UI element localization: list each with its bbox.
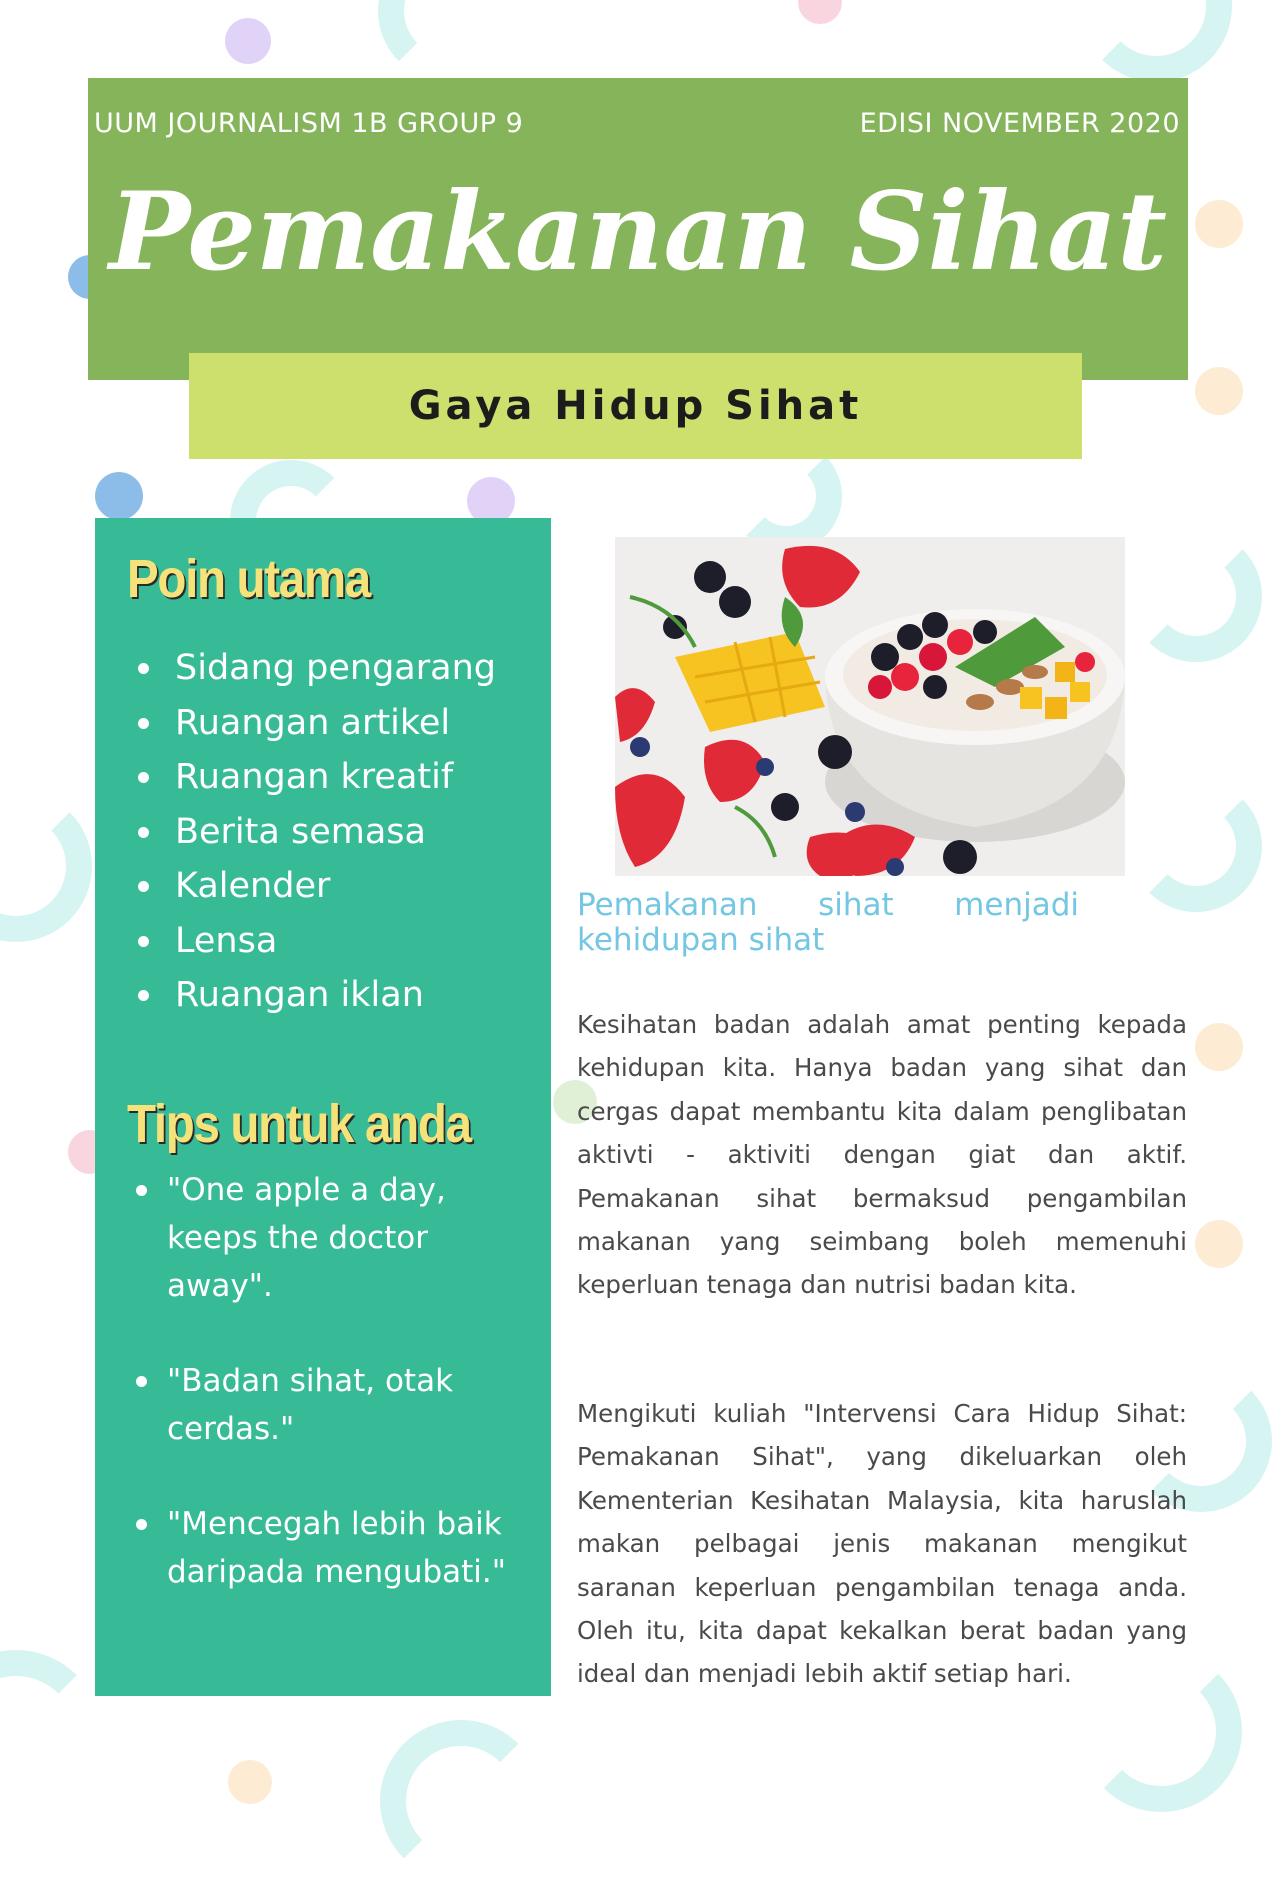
list-item: "Badan sihat, otak cerdas." — [95, 1357, 507, 1453]
list-item: Sidang pengarang — [95, 641, 496, 696]
article-paragraph: Mengikuti kuliah "Intervensi Cara Hidup Sihat: Pemakanan Sihat", yang dikeluarkan oleh Kementerian Kesihatan Malaysia, kita haruslah makan pelbagai jenis makanan mengikut saranan keperluan pengambilan tenaga anda. Oleh itu, kita dapat kekalkan berat badan yang ideal dan menjadi lebih aktif setiap hari. — [577, 1399, 1187, 1689]
decor-dot-peach — [1195, 200, 1243, 248]
decor-ring — [380, 1720, 542, 1882]
list-item: Berita semasa — [95, 805, 496, 860]
points-list — [95, 641, 496, 1023]
decor-dot-purple — [225, 18, 271, 64]
masthead — [88, 78, 1188, 380]
sidebar-panel — [95, 518, 551, 1696]
decor-dot-peach — [1195, 1023, 1243, 1071]
decor-ring — [378, 0, 520, 82]
list-item: Ruangan artikel — [95, 696, 496, 751]
list-item: "Mencegah lebih baik daripada mengubati." — [95, 1500, 507, 1596]
tips-heading: Tips untuk anda — [127, 1094, 471, 1154]
photo-caption: Pemakanan sihat menjadi kehidupan sihat — [577, 887, 1079, 958]
list-item: Kalender — [95, 859, 496, 914]
decor-dot-blue — [95, 472, 143, 520]
decor-ring — [1130, 530, 1262, 662]
subtitle-banner — [189, 353, 1082, 459]
decor-dot-peach — [228, 1760, 272, 1804]
tips-list — [95, 1166, 507, 1643]
publisher-label: UUM JOURNALISM 1B GROUP 9 — [94, 108, 524, 139]
list-item: Ruangan kreatif — [95, 750, 496, 805]
list-item: Ruangan iklan — [95, 968, 496, 1023]
newsletter-title: Pemakanan Sihat — [108, 169, 1168, 295]
fruit-bowl-photo — [615, 537, 1125, 876]
decor-ring — [0, 790, 92, 942]
article-paragraph: Kesihatan badan adalah amat penting kepada kehidupan kita. Hanya badan yang sihat dan cergas dapat membantu kita dalam penglibatan aktivti - aktiviti dengan giat dan aktif. Pemakanan sihat bermaksud pengambilan makanan yang seimbang boleh memenuhi keperluan tenaga dan nutrisi badan kita. — [577, 1010, 1187, 1300]
decor-ring — [1080, 0, 1232, 82]
decor-dot-pink — [798, 0, 842, 24]
edition-label: EDISI NOVEMBER 2020 — [859, 108, 1180, 139]
decor-dot-peach — [1195, 367, 1243, 415]
decor-dot-peach — [1195, 1220, 1243, 1268]
newsletter-subtitle: Gaya Hidup Sihat — [408, 383, 863, 429]
decor-ring — [1130, 780, 1262, 912]
points-heading: Poin utama — [127, 549, 370, 609]
list-item: Lensa — [95, 914, 496, 969]
decor-ring — [0, 1650, 102, 1822]
list-item: "One apple a day, keeps the doctor away". — [95, 1166, 507, 1310]
